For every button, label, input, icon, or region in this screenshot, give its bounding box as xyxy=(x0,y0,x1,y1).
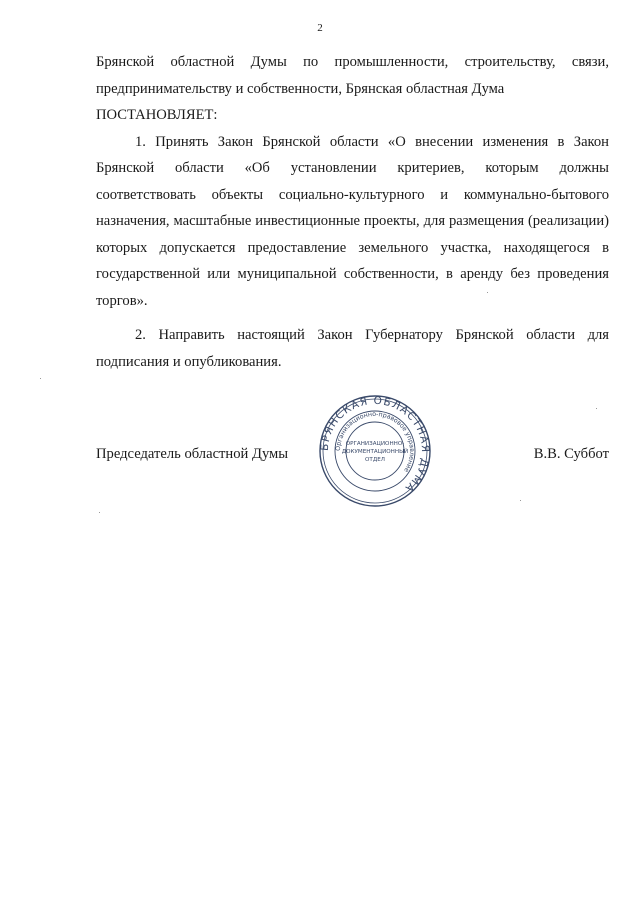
seal-ring-text: Организационно-правовое управление xyxy=(334,410,416,474)
intro-paragraph xyxy=(96,49,609,102)
document-body xyxy=(96,49,609,375)
signatory-position: Председатель областной Думы xyxy=(96,446,289,462)
official-seal xyxy=(318,394,432,508)
intro-line-1: Брянской областной Думы по промышленности, строительству, связи, xyxy=(96,54,609,70)
seal-center-line-2: ДОКУМЕНТАЦИОННЫЙ xyxy=(341,449,409,455)
page-number: 2 xyxy=(317,22,323,34)
seal-outer-text: БРЯНСКАЯ ОБЛАСТНАЯ ДУМА xyxy=(318,394,432,495)
seal-center-line-1: ОРГАНИЗАЦИОННО- xyxy=(345,441,405,447)
scan-speck xyxy=(487,292,488,293)
resolves-heading: ПОСТАНОВЛЯЕТ: xyxy=(96,107,218,123)
resolution-item-2: 2. Направить настоящий Закон Губернатору Брянской области для подписания и опубликования. xyxy=(96,327,609,370)
seal-center-line-3: ОТДЕЛ xyxy=(365,457,385,463)
resolution-item-1: 1. Принять Закон Брянской области «О внесении изменения в Закон Брянской области «Об установлении критериев, которым должны соответствовать объекты социально-культурного и коммунально-бытового назначения, масштабные инвестиционные проекты, для размещения (реализации) которых допускается предоставление земельного участка, находящегося в государственной или муниципальной собственности, в аренду без проведения торгов». xyxy=(96,133,609,309)
scan-speck xyxy=(40,378,41,379)
intro-line-2: предпринимательству и собственности, Брянская областная Дума xyxy=(96,80,505,97)
resolution-keyword xyxy=(96,102,609,129)
scan-speck xyxy=(99,512,100,513)
scan-speck xyxy=(596,408,597,409)
scan-speck xyxy=(520,500,521,501)
signatory-name: В.В. Суббот xyxy=(533,446,609,462)
seal-graphic xyxy=(318,394,432,508)
